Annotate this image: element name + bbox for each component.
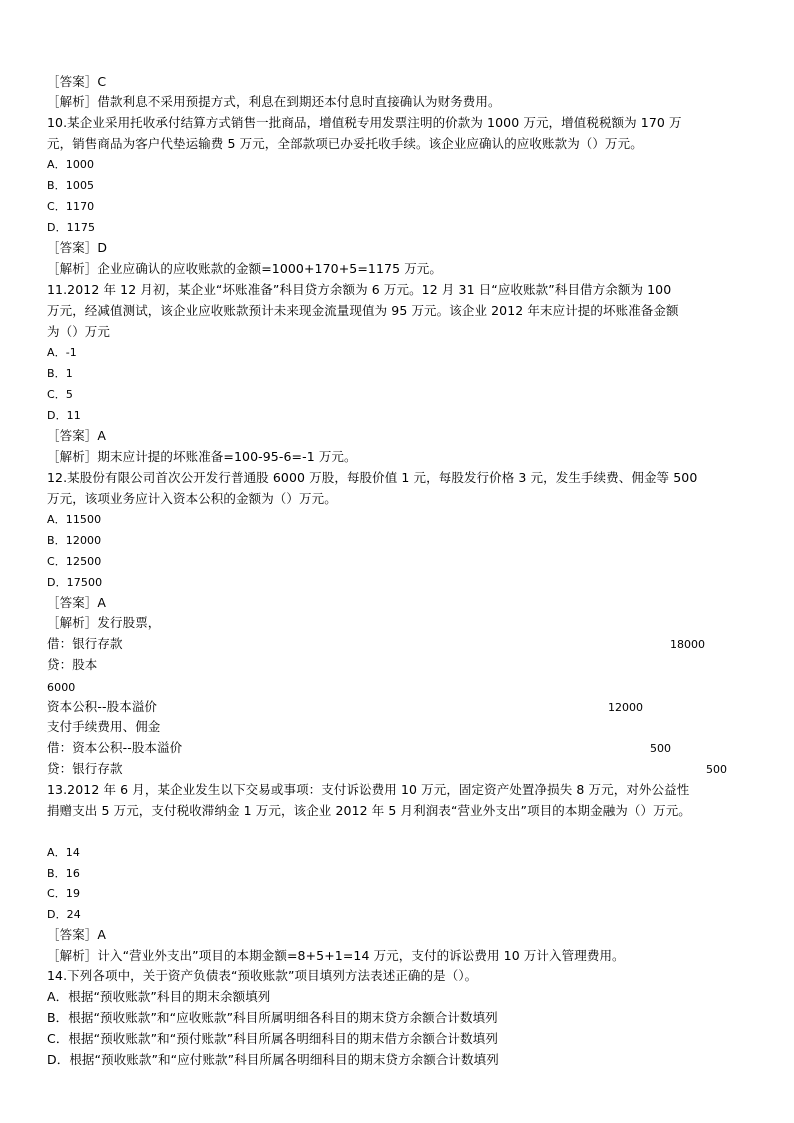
option-a: A．-1 [47, 346, 77, 359]
question-14-line-1: 14.下列各项中，关于资产负债表“预收账款”项目填列方法表述正确的是（）。 [47, 968, 478, 983]
question-11-line-3: 为（）万元 [47, 324, 111, 339]
question-11-line-1: 11.2012 年 12 月初，某企业“坏账准备”科目贷方余额为 6 万元。12 月 31 日“应收账款”科目借方余额为 100 [47, 282, 672, 297]
question-12-line-1: 12.某股份有限公司首次公开发行普通股 6000 万股，每股价值 1 元，每股发行价格 3 元，发生手续费、佣金等 500 [47, 470, 698, 485]
journal-credit-capital: 贷：股本 [47, 657, 98, 672]
option-a: A．根据“预收账款”科目的期末余额填列 [47, 989, 271, 1004]
journal-amount: 6000 [47, 681, 76, 694]
option-d: D．11 [47, 409, 81, 422]
analysis-line: ［解析］借款利息不采用预提方式，利息在到期还本付息时直接确认为财务费用。 [47, 94, 501, 109]
option-d: D．17500 [47, 576, 103, 589]
option-b: B．12000 [47, 534, 102, 547]
journal-amount: 500 [650, 742, 671, 755]
option-b: B．1 [47, 367, 73, 380]
answer-line: ［答案］A [47, 595, 107, 610]
answer-line: ［答案］C [47, 74, 107, 89]
option-d: D．1175 [47, 221, 96, 234]
option-b: B．16 [47, 867, 80, 880]
option-c: C．根据“预收账款”和“预付账款”科目所属各明细科目的期末借方余额合计数填列 [47, 1031, 498, 1046]
question-10-line-2: 元，销售商品为客户代垫运输费 5 万元，全部款项已办妥托收手续。该企业应确认的应收账款为（）万元。 [47, 136, 643, 151]
option-b: B．1005 [47, 179, 95, 192]
answer-line: ［答案］D [47, 240, 108, 255]
analysis-line: ［解析］期末应计提的坏账准备=100-95-6=-1 万元。 [47, 449, 357, 464]
journal-amount: 500 [706, 763, 727, 776]
analysis-line: ［解析］企业应确认的应收账款的金额=1000+170+5=1175 万元。 [47, 261, 443, 276]
option-c: C．12500 [47, 555, 102, 568]
option-a: A．14 [47, 846, 80, 859]
option-b: B．根据“预收账款”和“应收账款”科目所属明细各科目的期末贷方余额合计数填列 [47, 1010, 498, 1025]
option-d: D．24 [47, 908, 81, 921]
analysis-line: ［解析］计入“营业外支出”项目的本期金额=8+5+1=14 万元，支付的诉讼费用 10 万计入管理费用。 [47, 948, 625, 963]
question-13-line-2: 捐赠支出 5 万元，支付税收滞纳金 1 万元，该企业 2012 年 5 月利润表“营业外支出”项目的本期金融为（）万元。 [47, 803, 691, 818]
analysis-line: ［解析］发行股票， [47, 615, 161, 630]
question-13-line-1: 13.2012 年 6 月，某企业发生以下交易或事项：支付诉讼费用 10 万元，固定资产处置净损失 8 万元，对外公益性 [47, 782, 690, 797]
journal-fee-heading: 支付手续费用、佣金 [47, 719, 161, 734]
question-10-line-1: 10.某企业采用托收承付结算方式销售一批商品，增值税专用发票注明的价款为 1000 万元，增值税税额为 170 万 [47, 115, 682, 130]
journal-credit-bank: 贷：银行存款 [47, 761, 123, 776]
option-c: C．5 [47, 388, 73, 401]
option-a: A．11500 [47, 513, 102, 526]
journal-amount: 12000 [608, 701, 643, 714]
question-12-line-2: 万元，该项业务应计入资本公积的金额为（）万元。 [47, 491, 337, 506]
answer-line: ［答案］A [47, 927, 107, 942]
journal-debit-bank: 借：银行存款 [47, 636, 123, 651]
question-11-line-2: 万元，经减值测试，该企业应收账款预计未来现金流量现值为 95 万元。该企业 2012 年末应计提的坏账准备金额 [47, 303, 679, 318]
option-c: C．19 [47, 887, 81, 900]
option-d: D．根据“预收账款”和“应付账款”科目所属各明细科目的期末贷方余额合计数填列 [47, 1052, 499, 1067]
journal-capital-reserve: 资本公积--股本溢价 [47, 699, 158, 714]
journal-debit-capital-reserve: 借：资本公积--股本溢价 [47, 740, 183, 755]
option-a: A．1000 [47, 158, 95, 171]
option-c: C．1170 [47, 200, 95, 213]
journal-amount: 18000 [670, 638, 705, 651]
answer-line: ［答案］A [47, 428, 107, 443]
